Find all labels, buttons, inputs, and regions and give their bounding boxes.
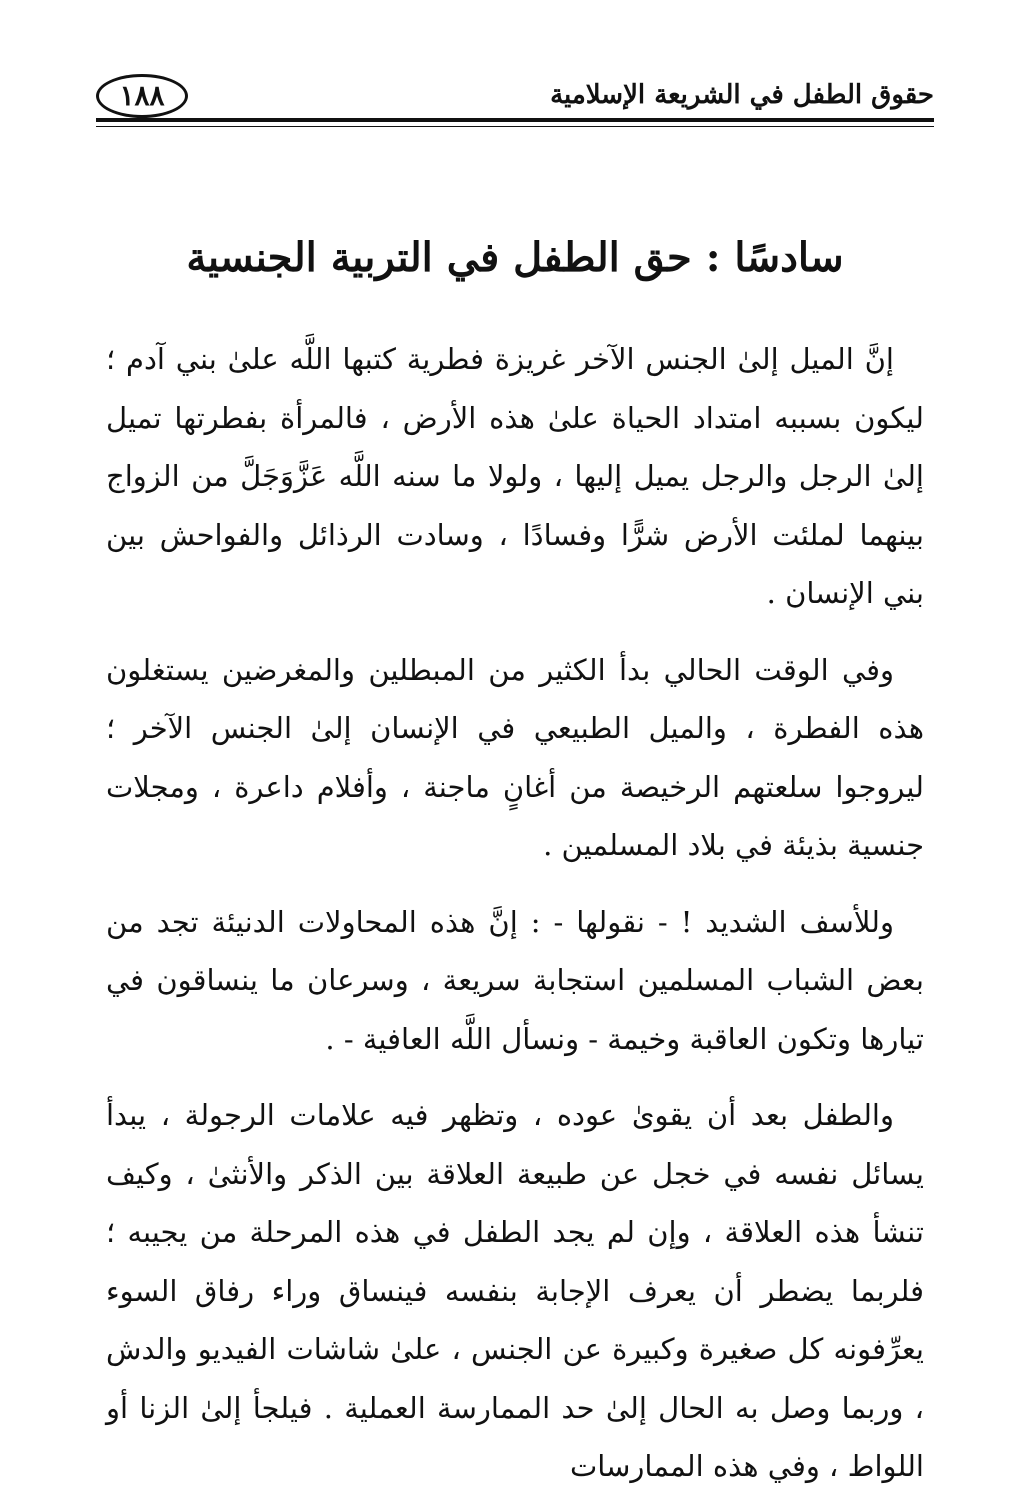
header-rule-thick — [96, 118, 934, 122]
header-rule-thin — [96, 126, 934, 127]
section-heading: سادسًا : حق الطفل في التربية الجنسية — [186, 234, 844, 281]
paragraph-1: إنَّ الميل إلىٰ الجنس الآخر غريزة فطرية كتبها اللَّه علىٰ بني آدم ؛ ليكون بسببه امتداد الحياة علىٰ هذه الأرض ، فالمرأة بفطرتها تميل إلىٰ الرجل والرجل يميل إليها ، ولولا ما سنه اللَّه عَزَّوَجَلَّ من الزواج بينهما لملئت الأرض شرًّا وفسادًا ، وسادت الرذائل والفواحش بين بني الإنسان . — [106, 342, 924, 610]
paragraph-4: والطفل بعد أن يقوىٰ عوده ، وتظهر فيه علامات الرجولة ، يبدأ يسائل نفسه في خجل عن طبيعة العلاقة بين الذكر والأنثىٰ ، وكيف تنشأ هذه العلاقة ، وإن لم يجد الطفل في هذه المرحلة من يجيبه ؛ فلربما يضطر أن يعرف الإجابة بنفسه فينساق وراء رفاق السوء يعرِّفونه كل صغيرة وكبيرة عن الجنس ، علىٰ شاشات الفيديو والدش ، وربما وصل به الحال إلىٰ حد الممارسة العملية . فيلجأ إلىٰ الزنا أو اللواط ، وفي هذه الممارسات — [106, 1098, 924, 1483]
paragraph-3: وللأسف الشديد ! - نقولها - : إنَّ هذه المحاولات الدنيئة تجد من بعض الشباب المسلمين استجابة سريعة ، وسرعان ما ينساقون في تيارها وتكون العاقبة وخيمة - ونسأل اللَّه العافية - . — [106, 904, 924, 1056]
page-number-badge: ١٨٨ — [96, 74, 188, 118]
paragraph-2: وفي الوقت الحالي بدأ الكثير من المبطلين والمغرضين يستغلون هذه الفطرة ، والميل الطبيعي في الإنسان إلىٰ الجنس الآخر ؛ ليروجوا سلعتهم الرخيصة من أغانٍ ماجنة ، وأفلام داعرة ، ومجلات جنسية بذيئة في بلاد المسلمين . — [106, 652, 924, 862]
running-title: حقوق الطفل في الشريعة الإسلامية — [550, 80, 934, 110]
body-text — [106, 330, 924, 1496]
